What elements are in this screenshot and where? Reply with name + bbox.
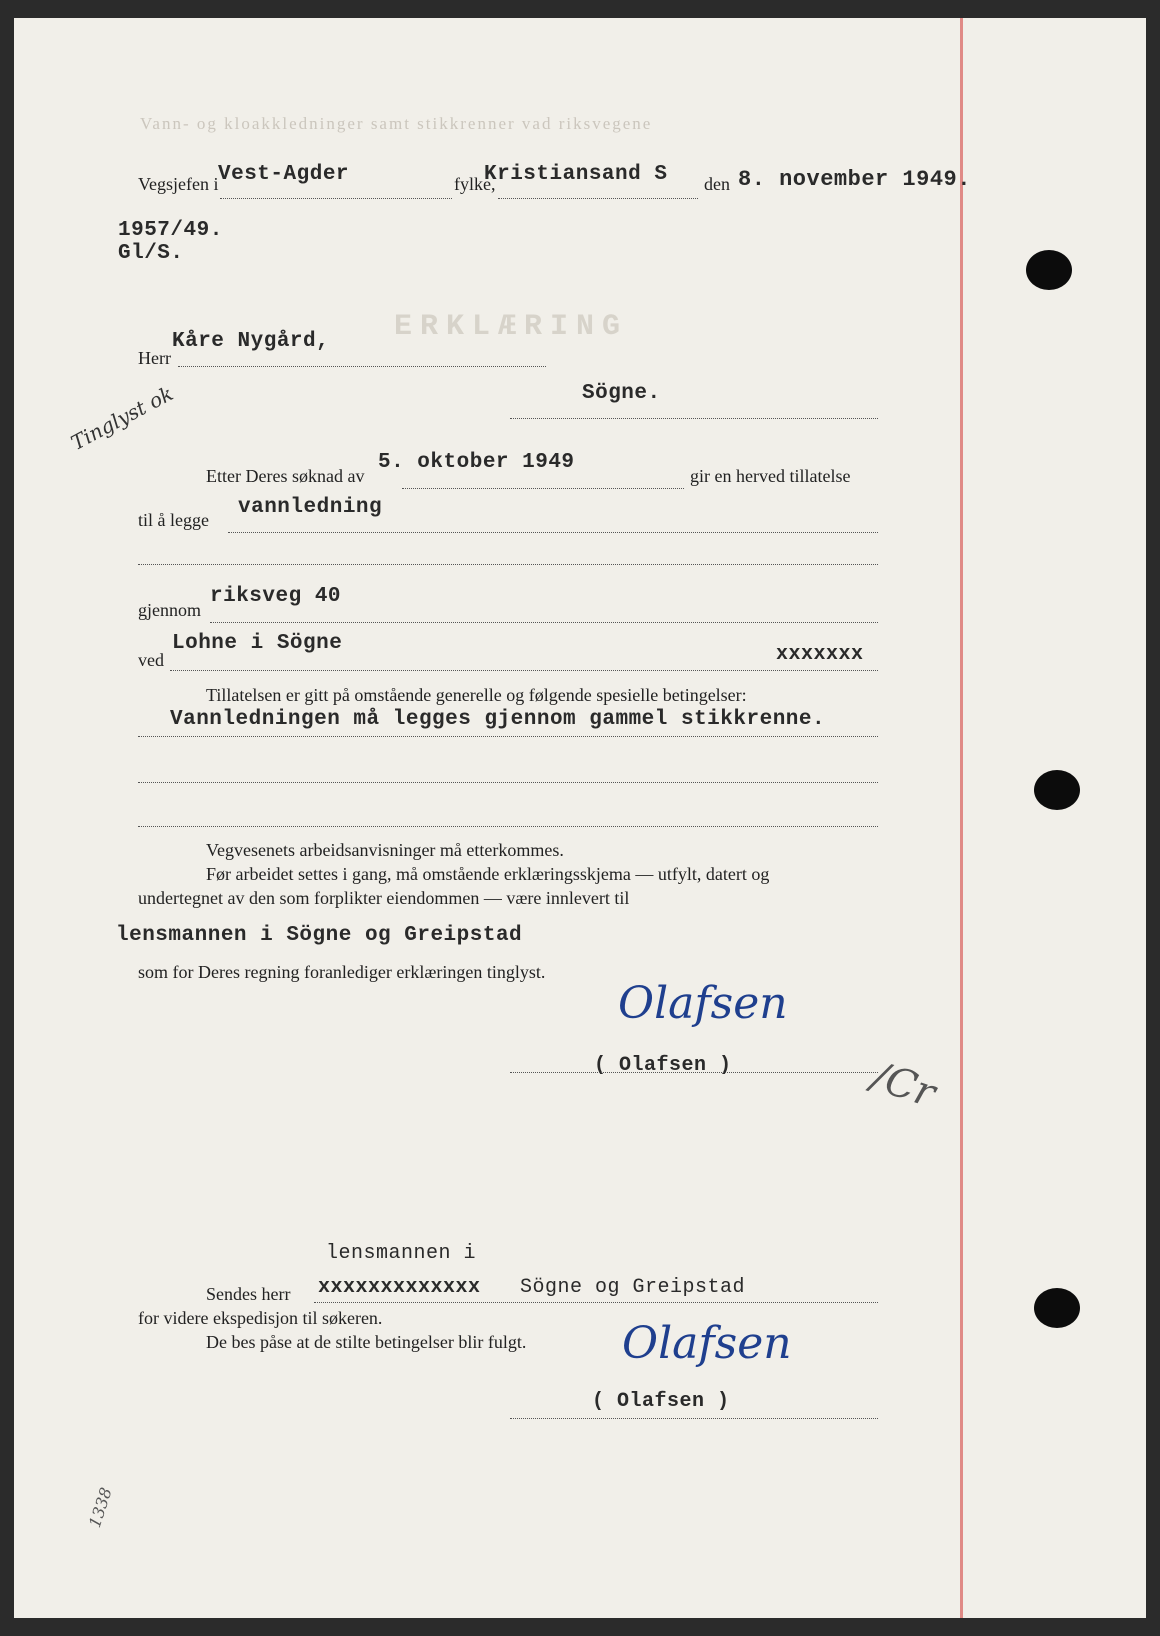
ved-label: ved (138, 650, 164, 670)
margin-note-tinglyst: Tinglyst ok (66, 381, 178, 455)
punch-hole (1034, 1288, 1080, 1328)
location: Lohne i Sögne (172, 632, 343, 655)
struck-text: xxxxxxx (776, 643, 864, 666)
sendes-label: Sendes herr (206, 1284, 291, 1304)
reference-number: 1957/49. (118, 219, 223, 242)
fylke-label: fylke, (454, 174, 496, 194)
punch-hole (1034, 770, 1080, 810)
footer-above-line: lensmannen i (326, 1242, 477, 1265)
application-date: 5. oktober 1949 (378, 451, 575, 474)
gjennom-label: gjennom (138, 600, 201, 620)
addressee-name: Kåre Nygård, (172, 330, 330, 353)
signature: Olafsen (622, 1318, 792, 1369)
footer-line-3: De bes påse at de stilte betingelser blir fulgt. (206, 1332, 527, 1352)
instruction-line-1: Vegvesenets arbeidsanvisninger må etterkommes. (206, 840, 564, 860)
footer-line-2: for videre ekspedisjon til søkeren. (138, 1308, 383, 1328)
special-condition: Vannledningen må legges gjennom gammel stikkrenne. (170, 708, 826, 731)
registration-note: som for Deres regning foranlediger erklæringen tinglyst. (138, 962, 546, 982)
signature-typed-name: ( Olafsen ) (594, 1054, 732, 1077)
signature-typed-name: ( Olafsen ) (592, 1390, 730, 1413)
margin-mark: /Cr (866, 1053, 941, 1117)
letter-date: 8. november 1949. (738, 167, 971, 192)
til-label: til å legge (138, 510, 209, 530)
road-name: riksveg 40 (210, 585, 342, 608)
vegsjefen-label: Vegsjefen i (138, 174, 219, 194)
installation-type: vannledning (238, 496, 383, 519)
den-label: den (704, 174, 730, 194)
struck-text: xxxxxxxxxxxxx (318, 1276, 481, 1299)
instruction-line-2: Før arbeidet settes i gang, må omstående erklæringsskjema — utfylt, datert og (206, 864, 770, 884)
document-page (14, 18, 1146, 1618)
bleed-through-title: ERKLÆRING (394, 310, 629, 344)
margin-rule (960, 18, 963, 1618)
herr-label: Herr (138, 348, 171, 368)
bleed-through-heading: Vann- og kloakkledninger samt stikkrenner vad riksvegene (140, 114, 653, 133)
punch-hole (1026, 250, 1072, 290)
instruction-line-3: undertegnet av den som forplikter eiendommen — være innlevert til (138, 888, 630, 908)
signature: Olafsen (618, 978, 788, 1029)
addressee-place: Sögne. (582, 382, 661, 405)
page-number: 1338 (85, 1485, 116, 1530)
county: Vest-Agder (218, 163, 350, 186)
application-label: Etter Deres søknad av (206, 466, 365, 486)
permission-label: gir en herved tillatelse (690, 466, 851, 486)
conditions-intro: Tillatelsen er gitt på omstående generelle og følgende spesielle betingelser: (206, 685, 747, 705)
deliver-to: lensmannen i Sögne og Greipstad (116, 924, 523, 947)
recipient: Sögne og Greipstad (520, 1276, 746, 1299)
city: Kristiansand S (484, 163, 668, 186)
reference-initials: Gl/S. (118, 242, 184, 265)
